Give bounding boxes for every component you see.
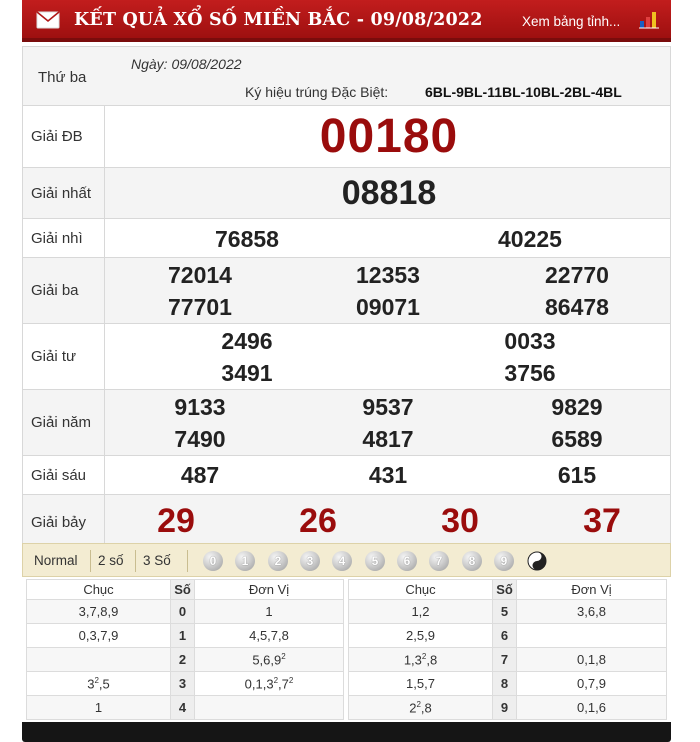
so-cell: 8 bbox=[493, 672, 517, 696]
special-code-label: Ký hiệu trúng Đặc Biệt: bbox=[245, 84, 389, 100]
loto-table-right bbox=[348, 579, 667, 720]
chuc-cell: 1 bbox=[27, 696, 171, 720]
filter-2-digit[interactable]: 2 số bbox=[98, 553, 124, 568]
table-row bbox=[349, 624, 667, 648]
draw-date: Ngày: 09/08/2022 bbox=[131, 56, 242, 72]
prize-number: 7490 bbox=[174, 426, 226, 452]
weekday: Thứ ba bbox=[38, 69, 87, 86]
chuc-cell bbox=[349, 648, 493, 672]
table-row bbox=[27, 624, 344, 648]
prize-number: 6589 bbox=[551, 426, 603, 452]
so-cell: 9 bbox=[493, 696, 517, 720]
prize-number: 4817 bbox=[362, 426, 414, 452]
prize-label: Giải ba bbox=[23, 258, 105, 323]
mail-icon[interactable] bbox=[36, 11, 60, 29]
prize-number: 9829 bbox=[551, 394, 603, 420]
donvi-cell bbox=[517, 624, 667, 648]
filter-separator bbox=[187, 550, 188, 572]
donvi-cell: 3,6,8 bbox=[517, 600, 667, 624]
loto-table-left bbox=[26, 579, 344, 720]
prize-number: 72014 bbox=[168, 262, 232, 288]
table-row bbox=[27, 672, 344, 696]
so-cell: 1 bbox=[171, 624, 195, 648]
col-header-so: Số bbox=[171, 580, 195, 600]
filter-3-digit[interactable]: 3 Số bbox=[143, 553, 171, 568]
prize-number: 29 bbox=[157, 502, 195, 540]
results-panel bbox=[22, 0, 671, 742]
table-row bbox=[349, 672, 667, 696]
prize-number: 431 bbox=[368, 462, 408, 488]
chuc-tail: ,8 bbox=[426, 652, 438, 668]
table-row bbox=[27, 696, 344, 720]
donvi-cell: 4,5,7,8 bbox=[195, 624, 344, 648]
prize-number: 0033 bbox=[504, 328, 556, 354]
donvi-text: 5,6,9 bbox=[252, 652, 282, 668]
table-row bbox=[27, 648, 344, 672]
table-row bbox=[349, 696, 667, 720]
prize-number: 26 bbox=[299, 502, 337, 540]
chuc-text: 3 bbox=[87, 676, 95, 692]
prize-number: 615 bbox=[557, 462, 597, 488]
digit-ball-8[interactable]: 8 bbox=[462, 551, 482, 571]
special-code: 6BL-9BL-11BL-10BL-2BL-4BL bbox=[425, 84, 622, 100]
donvi-cell bbox=[195, 672, 344, 696]
page-title: KẾT QUẢ XỔ SỐ MIỀN BẮC - 09/08/2022 bbox=[74, 10, 483, 30]
chuc-tail: ,8 bbox=[420, 700, 432, 716]
prize-row-g5 bbox=[22, 390, 671, 456]
prize-number: 09071 bbox=[356, 294, 420, 320]
prize-number: 487 bbox=[180, 462, 220, 488]
chuc-cell: 2,5,9 bbox=[349, 624, 493, 648]
filter-separator bbox=[90, 550, 91, 572]
donvi-cell: 0,7,9 bbox=[517, 672, 667, 696]
digit-ball-3[interactable]: 3 bbox=[300, 551, 320, 571]
chuc-cell: 0,3,7,9 bbox=[27, 624, 171, 648]
prize-row-g6 bbox=[22, 456, 671, 495]
table-row bbox=[349, 600, 667, 624]
chuc-tail: ,5 bbox=[98, 676, 110, 692]
donvi-tail: ,7 bbox=[278, 676, 289, 692]
draw-info bbox=[22, 46, 671, 106]
prize-number: 00180 bbox=[319, 110, 459, 163]
prize-number: 3491 bbox=[221, 360, 273, 386]
prize-number: 9133 bbox=[174, 394, 226, 420]
col-header-chuc: Chục bbox=[349, 580, 493, 600]
donvi-cell bbox=[195, 648, 344, 672]
so-cell: 5 bbox=[493, 600, 517, 624]
digit-ball-1[interactable]: 1 bbox=[235, 551, 255, 571]
count-sup: 2 bbox=[421, 651, 427, 661]
digit-ball-6[interactable]: 6 bbox=[397, 551, 417, 571]
chuc-text: 1,3 bbox=[403, 652, 422, 668]
donvi-text: 0,1,3 bbox=[244, 676, 274, 692]
table-row bbox=[27, 600, 344, 624]
panel-footer-bar bbox=[22, 722, 671, 742]
so-cell: 3 bbox=[171, 672, 195, 696]
yin-yang-icon[interactable] bbox=[527, 551, 547, 571]
prize-label: Giải sáu bbox=[23, 456, 105, 494]
filter-separator bbox=[135, 550, 136, 572]
donvi-cell: 0,1,8 bbox=[517, 648, 667, 672]
prize-row-g7 bbox=[22, 495, 671, 550]
digit-ball-9[interactable]: 9 bbox=[494, 551, 514, 571]
prize-row-g4 bbox=[22, 324, 671, 390]
digit-ball-7[interactable]: 7 bbox=[429, 551, 449, 571]
count-sup: 2 bbox=[416, 699, 421, 709]
prize-label: Giải năm bbox=[23, 390, 105, 455]
prize-label: Giải tư bbox=[23, 324, 105, 389]
so-cell: 0 bbox=[171, 600, 195, 624]
prize-number: 08818 bbox=[341, 174, 437, 212]
prize-table bbox=[22, 106, 671, 550]
donvi-cell bbox=[195, 696, 344, 720]
prize-row-g1 bbox=[22, 168, 671, 219]
table-row bbox=[349, 648, 667, 672]
chuc-text: 2 bbox=[409, 700, 417, 716]
so-cell: 4 bbox=[171, 696, 195, 720]
prize-number: 9537 bbox=[362, 394, 414, 420]
col-header-donvi: Đơn Vị bbox=[517, 580, 667, 600]
prize-number: 40225 bbox=[498, 226, 562, 252]
prize-number: 86478 bbox=[545, 294, 609, 320]
donvi-cell: 0,1,6 bbox=[517, 696, 667, 720]
prize-number: 12353 bbox=[356, 262, 420, 288]
chuc-cell: 3,7,8,9 bbox=[27, 600, 171, 624]
view-province-table-link[interactable]: Xem bảng tỉnh... bbox=[522, 14, 621, 29]
col-header-chuc: Chục bbox=[27, 580, 171, 600]
chuc-cell bbox=[27, 672, 171, 696]
prize-number: 2496 bbox=[221, 328, 273, 354]
col-header-donvi: Đơn Vị bbox=[195, 580, 344, 600]
prize-number: 76858 bbox=[215, 226, 279, 252]
chuc-cell: 1,2 bbox=[349, 600, 493, 624]
prize-row-g3 bbox=[22, 258, 671, 324]
digit-ball-2[interactable]: 2 bbox=[268, 551, 288, 571]
prize-row-g2 bbox=[22, 219, 671, 258]
prize-label: Giải nhất bbox=[23, 168, 105, 218]
count-sup: 2 bbox=[94, 675, 99, 685]
digit-ball-0[interactable]: 0 bbox=[203, 551, 223, 571]
count-sup: 2 bbox=[273, 675, 279, 685]
count-sup: 2 bbox=[288, 675, 294, 685]
donvi-cell: 1 bbox=[195, 600, 344, 624]
so-cell: 7 bbox=[493, 648, 517, 672]
so-cell: 2 bbox=[171, 648, 195, 672]
digit-ball-5[interactable]: 5 bbox=[365, 551, 385, 571]
results-header bbox=[22, 0, 671, 42]
prize-row-db bbox=[22, 106, 671, 168]
chuc-cell bbox=[27, 648, 171, 672]
prize-label: Giải ĐB bbox=[23, 106, 105, 167]
display-filter-bar bbox=[22, 543, 671, 577]
count-sup: 2 bbox=[281, 651, 286, 661]
col-header-so: Số bbox=[493, 580, 517, 600]
filter-normal[interactable]: Normal bbox=[34, 553, 78, 568]
bar-chart-icon[interactable] bbox=[638, 9, 660, 29]
digit-ball-4[interactable]: 4 bbox=[332, 551, 352, 571]
prize-number: 37 bbox=[583, 502, 621, 540]
chuc-cell: 1,5,7 bbox=[349, 672, 493, 696]
prize-number: 22770 bbox=[545, 262, 609, 288]
chuc-cell bbox=[349, 696, 493, 720]
prize-number: 3756 bbox=[504, 360, 556, 386]
prize-label: Giải bảy bbox=[23, 495, 105, 549]
prize-number: 77701 bbox=[168, 294, 232, 320]
prize-label: Giải nhì bbox=[23, 219, 105, 257]
prize-number: 30 bbox=[441, 502, 479, 540]
so-cell: 6 bbox=[493, 624, 517, 648]
